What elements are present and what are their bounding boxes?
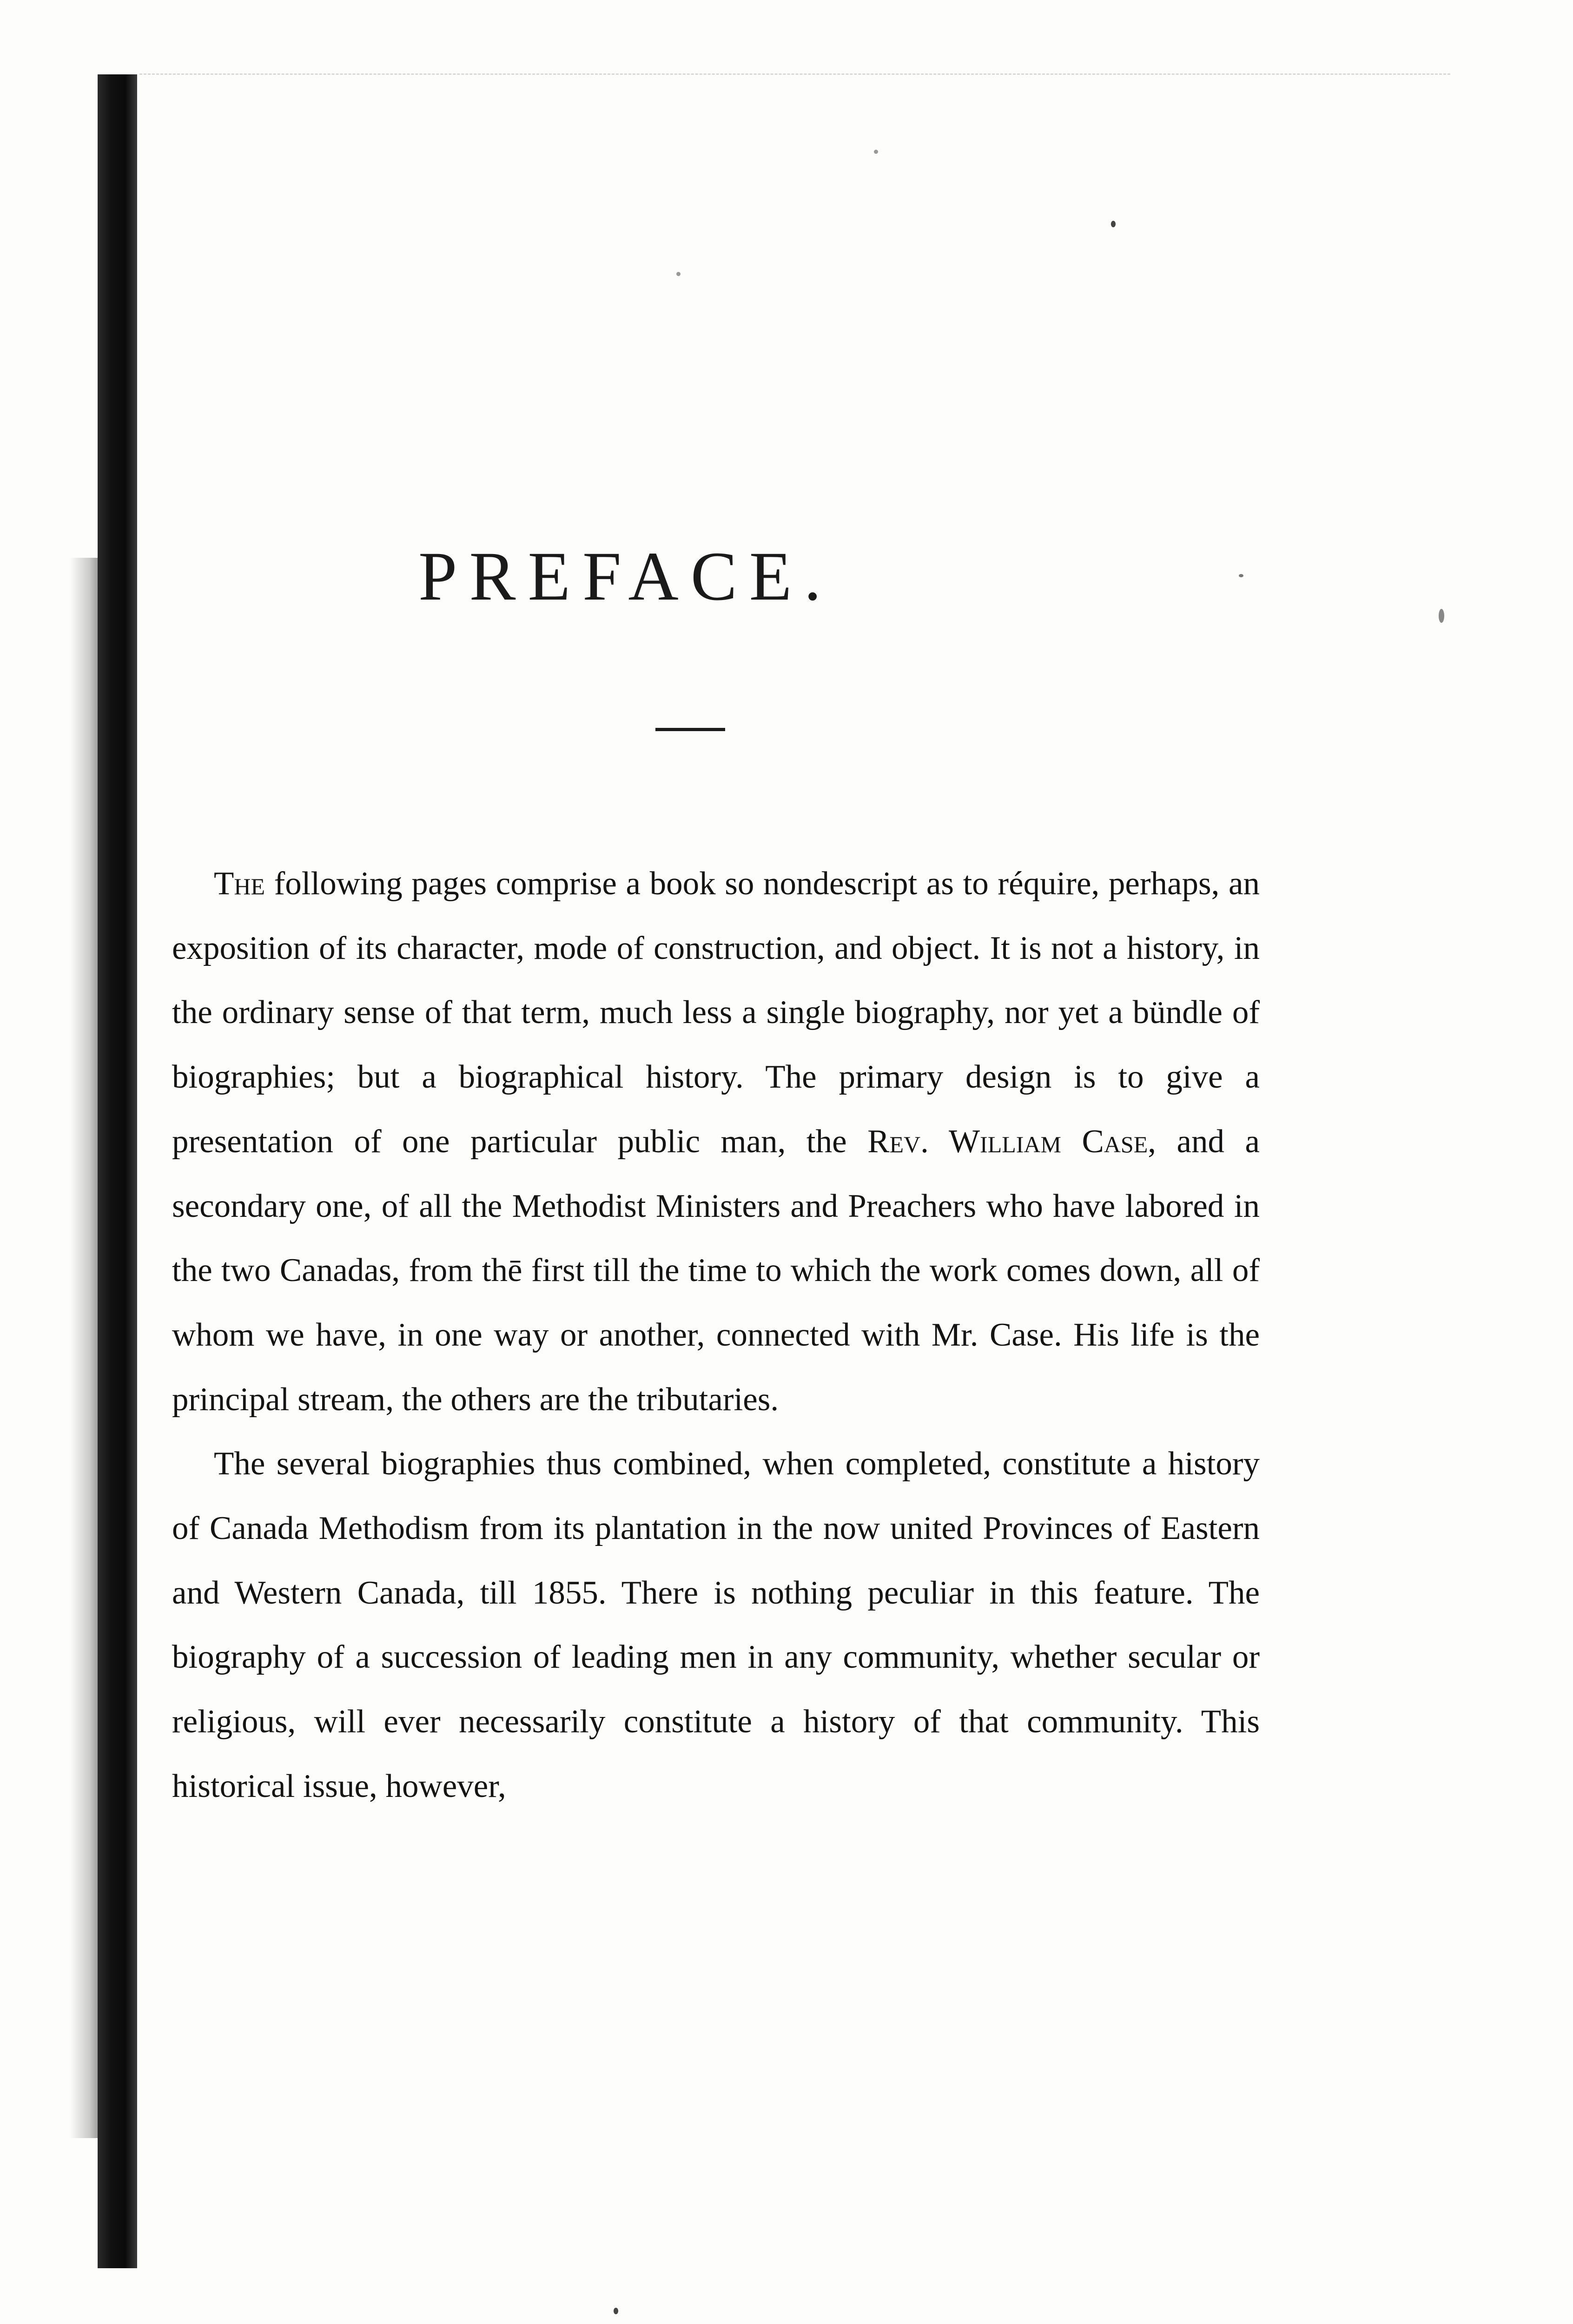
scan-speck — [874, 150, 878, 154]
title-divider — [655, 728, 725, 731]
scan-speck — [1439, 609, 1444, 623]
page-title: PREFACE. — [418, 538, 833, 615]
scan-speck — [614, 2308, 618, 2314]
scan-top-edge — [139, 73, 1450, 75]
paragraph-2: The several biographies thus combined, when completed, constitute a history of Canada Methodism from its plantation in the now united Provinces of Eastern and Western Canada, till 1855. There is nothing peculiar in this feature. The biography of a succession of leading men in any community, whether secular or religious, will ever necessarily constitute a history of that community. This historical issue, however, — [172, 1446, 1260, 1804]
scan-speck — [1111, 221, 1116, 227]
page-binding-edge — [98, 74, 137, 2268]
scan-speck — [1239, 574, 1243, 577]
paragraph-1 — [172, 852, 1260, 1432]
paragraph-1-name: Rev. William Case, — [867, 1123, 1157, 1160]
scan-speck — [676, 272, 681, 276]
body-text — [172, 852, 1260, 1819]
paragraph-1-text-a: following pages comprise a book so nondescript as to réquire, perhaps, an exposition of its character, mode of construction, and object. It is not a history, in the ordinary sense of that term, much less a single biography, nor yet a bündle of biographies; but a biographical history. The primary design is to give a presentation of one particular public man, the — [172, 865, 1260, 1160]
paragraph-1-text-b: and a secondary one, of all the Methodist Ministers and Preachers who have labored in the two Canadas, from thē first till the time to which the work comes down, all of whom we have, in one way or another, connected with Mr. Case. His life is the principal stream, the others are the tributaries. — [172, 1123, 1260, 1418]
paragraph-1-opening-word: The — [214, 865, 265, 902]
